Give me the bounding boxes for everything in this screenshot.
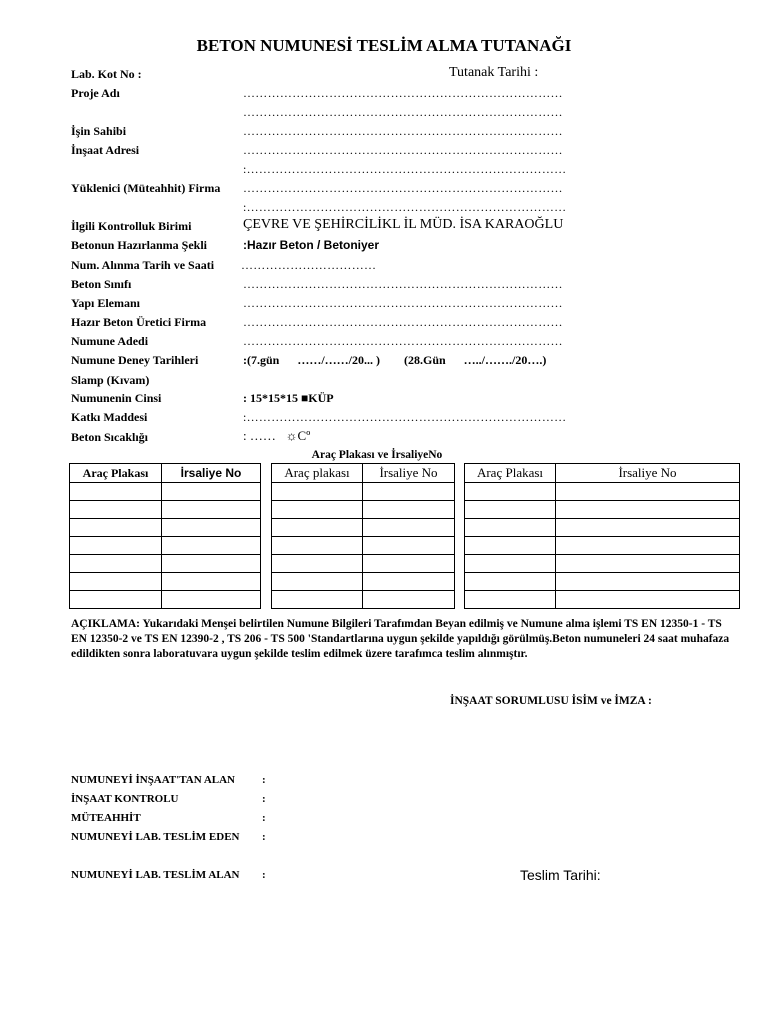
field-label-alinma-tarih-saati: Num. Alınma Tarih ve Saati [71,258,215,272]
field-label-isin-sahibi: İşin Sahibi [71,124,127,138]
table-cell[interactable] [162,573,261,591]
table-cell[interactable] [363,555,455,573]
table-cell[interactable] [556,591,740,609]
field-value-yuklenici-firma[interactable]: …………………………………………………………………… [243,181,563,195]
document-title: BETON NUMUNESİ TESLİM ALMA TUTANAĞI [196,36,572,55]
table-cell[interactable] [363,501,455,519]
signature-colon: : [262,869,266,881]
table-cell[interactable] [162,519,261,537]
table-cell[interactable] [162,591,261,609]
table-cell[interactable] [272,573,363,591]
table-cell[interactable] [363,537,455,555]
field-label-insaat-adresi: İnşaat Adresi [71,143,140,157]
field-value-beton-sinifi[interactable]: …………………………………………………………………… [243,277,563,291]
signature-colon: : [262,831,266,843]
signature-label-lab-teslim-eden: NUMUNEYİ LAB. TESLİM EDEN [71,831,240,843]
field-label-numune-cinsi: Numunenin Cinsi [71,391,162,405]
field-label-katki-maddesi: Katkı Maddesi [71,410,148,424]
site-responsible-signature: İNŞAAT SORUMLUSU İSİM ve İMZA : [450,695,652,707]
table-cell[interactable] [363,573,455,591]
signature-label-muteahhit: MÜTEAHHİT [71,812,141,824]
signature-label-insaattan-alan: NUMUNEYİ İNŞAAT'TAN ALAN [71,774,235,786]
field-value-proje-adi-line2[interactable]: …………………………………………………………………… [243,105,563,119]
table-cell[interactable] [162,555,261,573]
table-cell[interactable] [272,555,363,573]
table-cell[interactable] [272,537,363,555]
table-cell[interactable] [272,483,363,501]
table-cell[interactable] [162,483,261,501]
table-cell[interactable] [556,555,740,573]
vehicle-table-3 [464,463,740,609]
table-cell[interactable] [363,591,455,609]
table-header-irsaliye-no: İrsaliye No [162,464,261,483]
signature-colon: : [262,812,266,824]
field-label-uretici-firma: Hazır Beton Üretici Firma [71,315,207,329]
table-cell[interactable] [556,501,740,519]
table-cell[interactable] [363,519,455,537]
field-label-beton-sicakligi: Beton Sıcaklığı [71,430,149,444]
table-cell[interactable] [465,537,556,555]
table-header-irsaliye-no: İrsaliye No [363,464,455,483]
table-cell[interactable] [70,591,162,609]
table-cell[interactable] [465,573,556,591]
table-caption: Araç Plakası ve İrsaliyeNo [311,449,443,461]
table-cell[interactable] [556,483,740,501]
field-label-yuklenici-firma: Yüklenici (Müteahhit) Firma [71,181,221,195]
field-label-yapi-elemani: Yapı Elemanı [71,296,141,310]
field-value-numune-cinsi[interactable]: : 15*15*15 ■KÜP [243,391,334,405]
field-label-lab-kot-no: Lab. Kot No : [71,67,142,81]
signature-label-insaat-kontrolu: İNŞAAT KONTROLU [71,793,179,805]
table-cell[interactable] [465,483,556,501]
signature-label-lab-teslim-alan: NUMUNEYİ LAB. TESLİM ALAN [71,869,240,881]
table-cell[interactable] [556,519,740,537]
field-value-yuklenici-firma-line2[interactable]: :…………………………………………………………………… [243,200,567,214]
field-value-uretici-firma[interactable]: …………………………………………………………………… [243,315,563,329]
table-cell[interactable] [272,501,363,519]
field-value-beton-sicakligi[interactable]: : …… ☼Cº [243,428,311,443]
table-cell[interactable] [162,537,261,555]
field-label-slamp: Slamp (Kıvam) [71,373,150,387]
table-cell[interactable] [465,519,556,537]
field-label-kontrolluk-birimi: İlgili Kontrolluk Birimi [71,219,192,233]
table-cell[interactable] [465,591,556,609]
field-label-beton-sinifi: Beton Sınıfı [71,277,132,291]
vehicle-table-2 [271,463,455,609]
table-cell[interactable] [272,519,363,537]
table-header-arac-plakasi: Araç Plakası [465,464,556,483]
field-label-proje-adi: Proje Adı [71,86,120,100]
field-value-katki-maddesi[interactable]: :…………………………………………………………………… [243,410,567,424]
table-cell[interactable] [70,483,162,501]
field-value-isin-sahibi[interactable]: …………………………………………………………………… [243,124,563,138]
field-value-insaat-adresi-line2[interactable]: :…………………………………………………………………… [243,162,567,176]
table-header-arac-plakasi: Araç Plakası [70,464,162,483]
table-cell[interactable] [70,537,162,555]
table-cell[interactable] [162,501,261,519]
signature-colon: : [262,774,266,786]
table-cell[interactable] [272,591,363,609]
field-value-yapi-elemani[interactable]: …………………………………………………………………… [243,296,563,310]
table-cell[interactable] [556,573,740,591]
teslim-tarihi-label: Teslim Tarihi: [520,867,601,883]
table-cell[interactable] [363,483,455,501]
vehicle-table-1 [69,463,261,609]
tutanak-tarihi-label: Tutanak Tarihi : [449,65,539,80]
field-value-hazirlanma-sekli[interactable]: :Hazır Beton / Betoniyer [243,238,380,252]
field-value-insaat-adresi[interactable]: …………………………………………………………………… [243,143,563,157]
field-label-deney-tarihleri: Numune Deney Tarihleri [71,353,199,367]
table-header-arac-plakasi: Araç plakası [272,464,363,483]
field-value-proje-adi[interactable]: …………………………………………………………………… [243,86,563,100]
table-cell[interactable] [465,555,556,573]
table-cell[interactable] [70,555,162,573]
field-value-deney-tarihleri[interactable]: :(7.gün ……/……/20... ) (28.Gün …../……./20….) [243,353,547,367]
field-value-numune-adedi[interactable]: …………………………………………………………………… [243,334,563,348]
table-cell[interactable] [70,501,162,519]
field-label-hazirlanma-sekli: Betonun Hazırlanma Şekli [71,238,208,252]
table-cell[interactable] [465,501,556,519]
field-value-kontrolluk-birimi[interactable]: ÇEVRE VE ŞEHİRCİLİKL İL MÜD. İSA KARAOĞLU [243,217,564,232]
table-cell[interactable] [70,519,162,537]
table-cell[interactable] [70,573,162,591]
explanation-paragraph: AÇIKLAMA: Yukarıdaki Menşei belirtilen Numune Bilgileri Tarafımdan Beyan edilmiş ve Numune alma işlemi TS EN 12350-1 - TS EN 12350-2 ve TS EN 12390-2 , TS 206 - TS 500 'Standartlarına uygun şekilde yapıldığı görülmüş.Beton numuneleri 24 saat muhafaza edildikten sonra laboratuvara uygun şekilde teslim edilmek üzere tarafımca teslim alınmıştır. [71,618,730,660]
table-header-irsaliye-no: İrsaliye No [556,464,740,483]
table-cell[interactable] [556,537,740,555]
signature-colon: : [262,793,266,805]
field-label-numune-adedi: Numune Adedi [71,334,149,348]
field-value-alinma-tarih-saati[interactable]: …………………………… [241,258,377,272]
